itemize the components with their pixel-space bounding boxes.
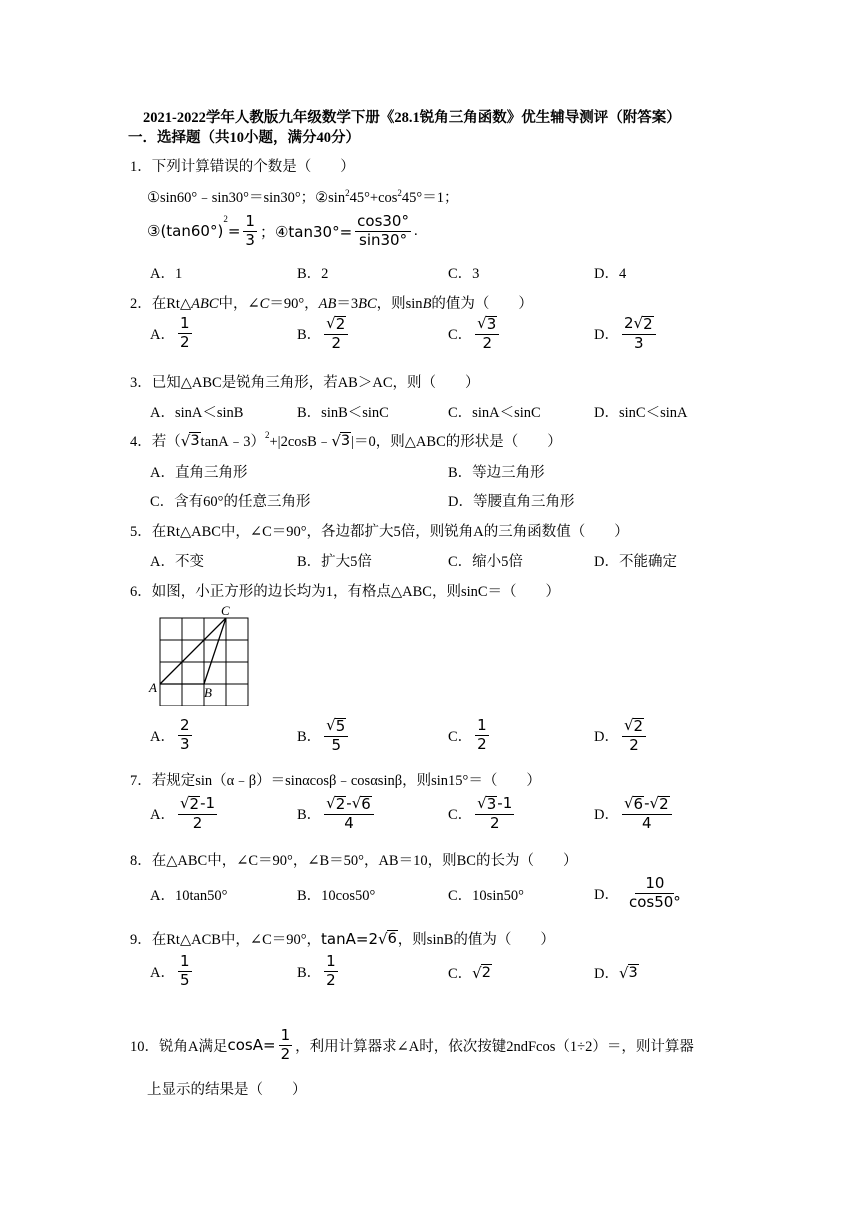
q8-option-a[interactable]: A．10tan50° — [150, 888, 228, 904]
q6-grid-figure — [148, 604, 258, 706]
q5-stem: 5．在Rt△ABC中，∠C＝90°，各边都扩大5倍，则锐角A的三角函数值（ ） — [130, 524, 629, 540]
q3-option-c[interactable]: C．sinA＜sinC — [448, 405, 541, 421]
q8-option-c[interactable]: C．10sin50° — [448, 888, 524, 904]
label-b: B — [204, 685, 212, 700]
q7-option-a[interactable]: A． √ 2 -1 2 — [150, 794, 216, 832]
q9-option-b[interactable]: B． $\frac{1}{2}$ — [297, 952, 336, 989]
q9-option-d[interactable]: D． √ 3 — [594, 963, 638, 982]
q5-option-a[interactable]: A．不变 — [150, 554, 204, 570]
q6-option-d[interactable]: D． √ 2 2 — [594, 718, 649, 754]
q10-stem-line2: 上显示的结果是（ ） — [147, 1082, 307, 1098]
q10-stem: 10．锐角A满足 cosA= $\frac{1}{2}$ ，利用计算器求∠A时，依次按键2ndFcos（1÷2）＝，则计算器 — [130, 1026, 694, 1063]
q2-stem: 2．在Rt△ABC中，∠C＝90°，AB＝3BC，则sinB的值为（ ） — [130, 296, 533, 312]
q1-line2: ③(tan60°) $^2$ = $\frac{1}{3}$ ；④tan30°= $\frac{\cos 30^\circ}{\sin 30^\circ}$ . — [147, 212, 418, 249]
q6-option-a[interactable]: A． $\frac{2}{3}$ — [150, 716, 190, 753]
q7-option-c[interactable]: C． √ 3 -1 2 — [448, 794, 513, 832]
q9-option-a[interactable]: A． $\frac{1}{5}$ — [150, 952, 190, 989]
q6-stem: 6．如图，小正方形的边长均为1，有格点△ABC，则sinC＝（ ） — [130, 584, 561, 600]
q1-option-d[interactable]: D．4 — [594, 266, 627, 282]
q9-stem: 9．在Rt△ACB中，∠C＝90°， tanA=2 √ 6 ，则sinB的值为（ ） — [130, 929, 555, 948]
q1-fraction-one-third: $\frac{1}{3}$ — [245, 212, 255, 249]
q4-stem: 4．若（ √ 3 tanA﹣3） $^2$ +|2cosB﹣ √ 3 |＝0，则△ABC的形状是（ ） — [130, 430, 562, 450]
q5-option-b[interactable]: B．扩大5倍 — [297, 554, 372, 570]
q4-option-c[interactable]: C．含有60°的任意三角形 — [150, 494, 311, 510]
q7-option-b[interactable]: B． √ 2 - √ 6 4 — [297, 796, 377, 832]
page-title: 2021-2022学年人教版九年级数学下册《28.1锐角三角函数》优生辅导测评（附答案） — [143, 110, 681, 126]
q1-option-a[interactable]: A．1 — [150, 266, 183, 282]
q9-option-c[interactable]: C． √ 2 — [448, 963, 491, 982]
q2-option-d[interactable]: D． 2 √ 2 3 — [594, 316, 659, 352]
q4-option-a[interactable]: A．直角三角形 — [150, 465, 248, 481]
q5-option-c[interactable]: C．缩小5倍 — [448, 554, 523, 570]
q4-option-d[interactable]: D．等腰直角三角形 — [448, 494, 575, 510]
q1-stem: 1．下列计算错误的个数是（ ） — [130, 159, 355, 175]
q8-stem: 8．在△ABC中，∠C＝90°，∠B＝50°，AB＝10，则BC的长为（ ） — [130, 853, 578, 869]
q1-option-b[interactable]: B．2 — [297, 266, 329, 282]
q3-option-b[interactable]: B．sinB＜sinC — [297, 405, 389, 421]
q2-option-b[interactable]: B． √ 2 2 — [297, 316, 351, 352]
q3-option-a[interactable]: A．sinA＜sinB — [150, 405, 244, 421]
q4-option-b[interactable]: B．等边三角形 — [448, 465, 545, 481]
q6-option-c[interactable]: C． $\frac{1}{2}$ — [448, 716, 487, 753]
q1-fraction-cos-sin: $\frac{\cos 30^\circ}{\sin 30^\circ}$ — [357, 212, 409, 249]
q5-option-d[interactable]: D．不能确定 — [594, 554, 677, 570]
q2-option-a[interactable]: A． $\frac{1}{2}$ — [150, 314, 190, 351]
q1-line1: ①sin60°﹣sin30°＝sin30°；$②\sin^245^\circ+\cos^245^\circ=1$； — [147, 188, 459, 206]
q8-option-d[interactable]: D． $\frac{10}{\cos 50^\circ}$ — [594, 874, 681, 911]
label-a: A — [149, 680, 157, 695]
triangle-abc — [160, 618, 226, 684]
q7-option-d[interactable]: D． √ 6 - √ 2 4 — [594, 796, 675, 832]
q8-option-b[interactable]: B．10cos50° — [297, 888, 376, 904]
q2-option-c[interactable]: C． √ 3 2 — [448, 316, 502, 352]
q7-stem: 7．若规定sin（α﹣β）＝sinαcosβ﹣cosαsinβ，则sin15°＝（ ） — [130, 773, 541, 789]
q3-option-d[interactable]: D．sinC＜sinA — [594, 405, 688, 421]
label-c: C — [221, 604, 230, 618]
q3-stem: 3．已知△ABC是锐角三角形，若AB＞AC，则（ ） — [130, 375, 480, 391]
q1-option-c[interactable]: C．3 — [448, 266, 480, 282]
q6-option-b[interactable]: B． √ 5 5 — [297, 718, 351, 754]
section-heading: 一．选择题（共10小题，满分40分） — [128, 130, 360, 146]
